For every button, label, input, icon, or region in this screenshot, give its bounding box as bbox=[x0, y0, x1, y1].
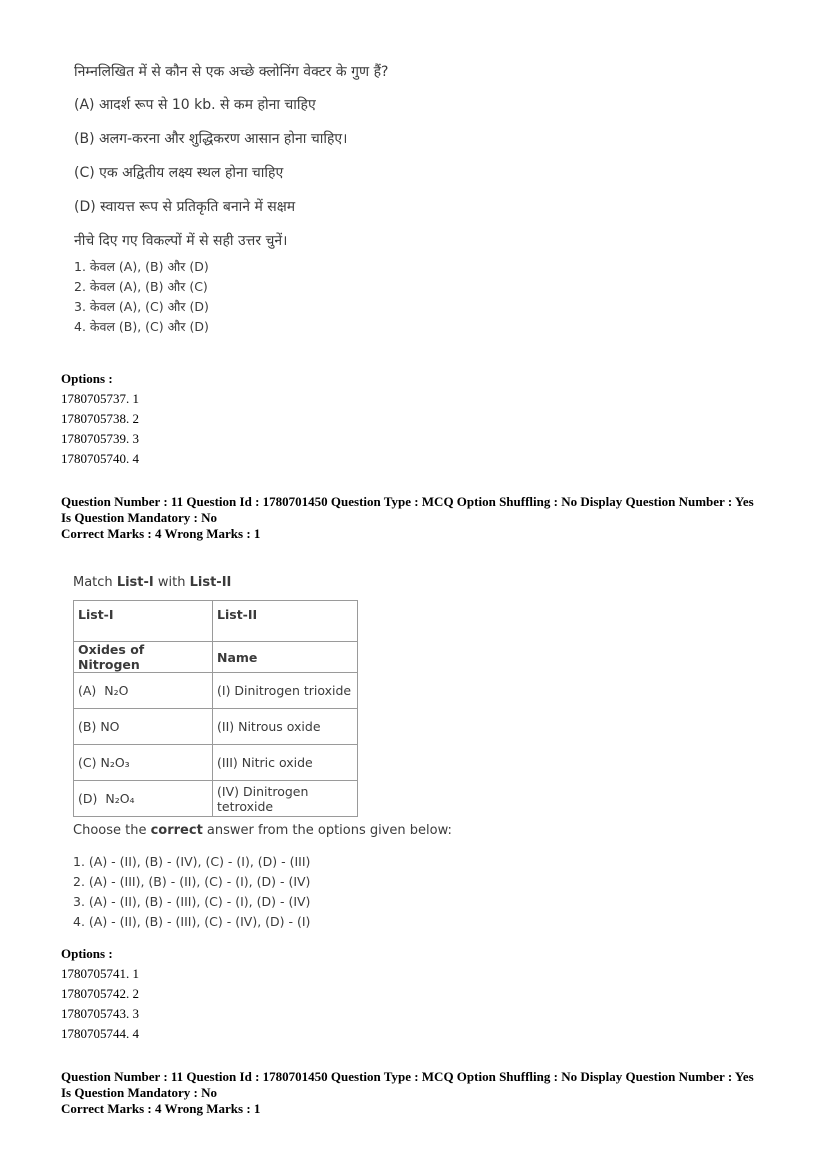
table-header: List-I bbox=[74, 601, 213, 642]
table-row bbox=[74, 709, 358, 745]
answer-choice: 4. केवल (B), (C) और (D) bbox=[74, 319, 209, 334]
table-cell: (B) NO bbox=[74, 709, 213, 745]
answer-choices bbox=[74, 257, 474, 337]
table-cell: (D) N₂O₄ bbox=[74, 781, 213, 817]
table-cell: (III) Nitric oxide bbox=[213, 745, 358, 781]
question-mandatory: Is Question Mandatory : No bbox=[61, 1085, 218, 1100]
answer-choices bbox=[73, 852, 473, 932]
question-stem: निम्नलिखित में से कौन से एक अच्छे क्लोनिंग वेक्टर के गुण हैं? bbox=[74, 64, 389, 80]
choose-instruction: Choose the correct answer from the options given below: bbox=[73, 823, 452, 838]
question-meta bbox=[61, 494, 781, 542]
match-instruction: Match List-I with List-II bbox=[73, 575, 232, 590]
question-meta bbox=[61, 1069, 781, 1117]
question-hindi-block bbox=[74, 62, 474, 337]
answer-choice: 2. केवल (A), (B) और (C) bbox=[74, 279, 208, 294]
question-marks: Correct Marks : 4 Wrong Marks : 1 bbox=[61, 526, 261, 541]
table-cell: (C) N₂O₃ bbox=[74, 745, 213, 781]
question-match-block bbox=[73, 575, 473, 932]
answer-choice: 2. (A) - (III), (B) - (II), (C) - (I), (D) - (IV) bbox=[73, 874, 311, 889]
table-subheader: Oxides of Nitrogen bbox=[74, 642, 213, 673]
table-row bbox=[74, 781, 358, 817]
table-subheader: Name bbox=[213, 642, 358, 673]
option-id: 1780705738. 2 bbox=[61, 411, 139, 426]
options-label: Options : bbox=[61, 371, 113, 386]
question-instruction: नीचे दिए गए विकल्पों में से सही उत्तर चुनें। bbox=[74, 233, 288, 249]
table-cell: (II) Nitrous oxide bbox=[213, 709, 358, 745]
table-cell: (A) N₂O bbox=[74, 673, 213, 709]
statement-c: (C) एक अद्वितीय लक्ष्य स्थल होना चाहिए bbox=[74, 165, 284, 181]
option-id: 1780705739. 3 bbox=[61, 431, 139, 446]
answer-choice: 4. (A) - (II), (B) - (III), (C) - (IV), (D) - (I) bbox=[73, 914, 311, 929]
statement-a: (A) आदर्श रूप से 10 kb. से कम होना चाहिए bbox=[74, 97, 316, 113]
match-table bbox=[73, 600, 358, 817]
question-marks: Correct Marks : 4 Wrong Marks : 1 bbox=[61, 1101, 261, 1116]
options-block bbox=[61, 369, 139, 469]
option-id: 1780705742. 2 bbox=[61, 986, 139, 1001]
table-row bbox=[74, 745, 358, 781]
answer-choice: 1. (A) - (II), (B) - (IV), (C) - (I), (D) - (III) bbox=[73, 854, 311, 869]
option-id: 1780705744. 4 bbox=[61, 1026, 139, 1041]
options-block bbox=[61, 944, 139, 1044]
question-mandatory: Is Question Mandatory : No bbox=[61, 510, 218, 525]
table-row bbox=[74, 673, 358, 709]
answer-choice: 1. केवल (A), (B) और (D) bbox=[74, 259, 209, 274]
table-row bbox=[74, 642, 358, 673]
table-header: List-II bbox=[213, 601, 358, 642]
question-meta-line: Question Number : 11 Question Id : 1780701450 Question Type : MCQ Option Shuffling : No Display Question Number : Yes bbox=[61, 1069, 754, 1084]
table-row bbox=[74, 601, 358, 642]
options-label: Options : bbox=[61, 946, 113, 961]
question-meta-line: Question Number : 11 Question Id : 1780701450 Question Type : MCQ Option Shuffling : No Display Question Number : Yes bbox=[61, 494, 754, 509]
answer-choice: 3. (A) - (II), (B) - (III), (C) - (I), (D) - (IV) bbox=[73, 894, 311, 909]
answer-choice: 3. केवल (A), (C) और (D) bbox=[74, 299, 209, 314]
option-id: 1780705743. 3 bbox=[61, 1006, 139, 1021]
option-id: 1780705740. 4 bbox=[61, 451, 139, 466]
table-cell: (IV) Dinitrogen tetroxide bbox=[213, 781, 358, 817]
table-cell: (I) Dinitrogen trioxide bbox=[213, 673, 358, 709]
option-id: 1780705741. 1 bbox=[61, 966, 139, 981]
statement-b: (B) अलग-करना और शुद्धिकरण आसान होना चाहिए। bbox=[74, 131, 348, 147]
statement-d: (D) स्वायत्त रूप से प्रतिकृति बनाने में सक्षम bbox=[74, 199, 296, 215]
option-id: 1780705737. 1 bbox=[61, 391, 139, 406]
